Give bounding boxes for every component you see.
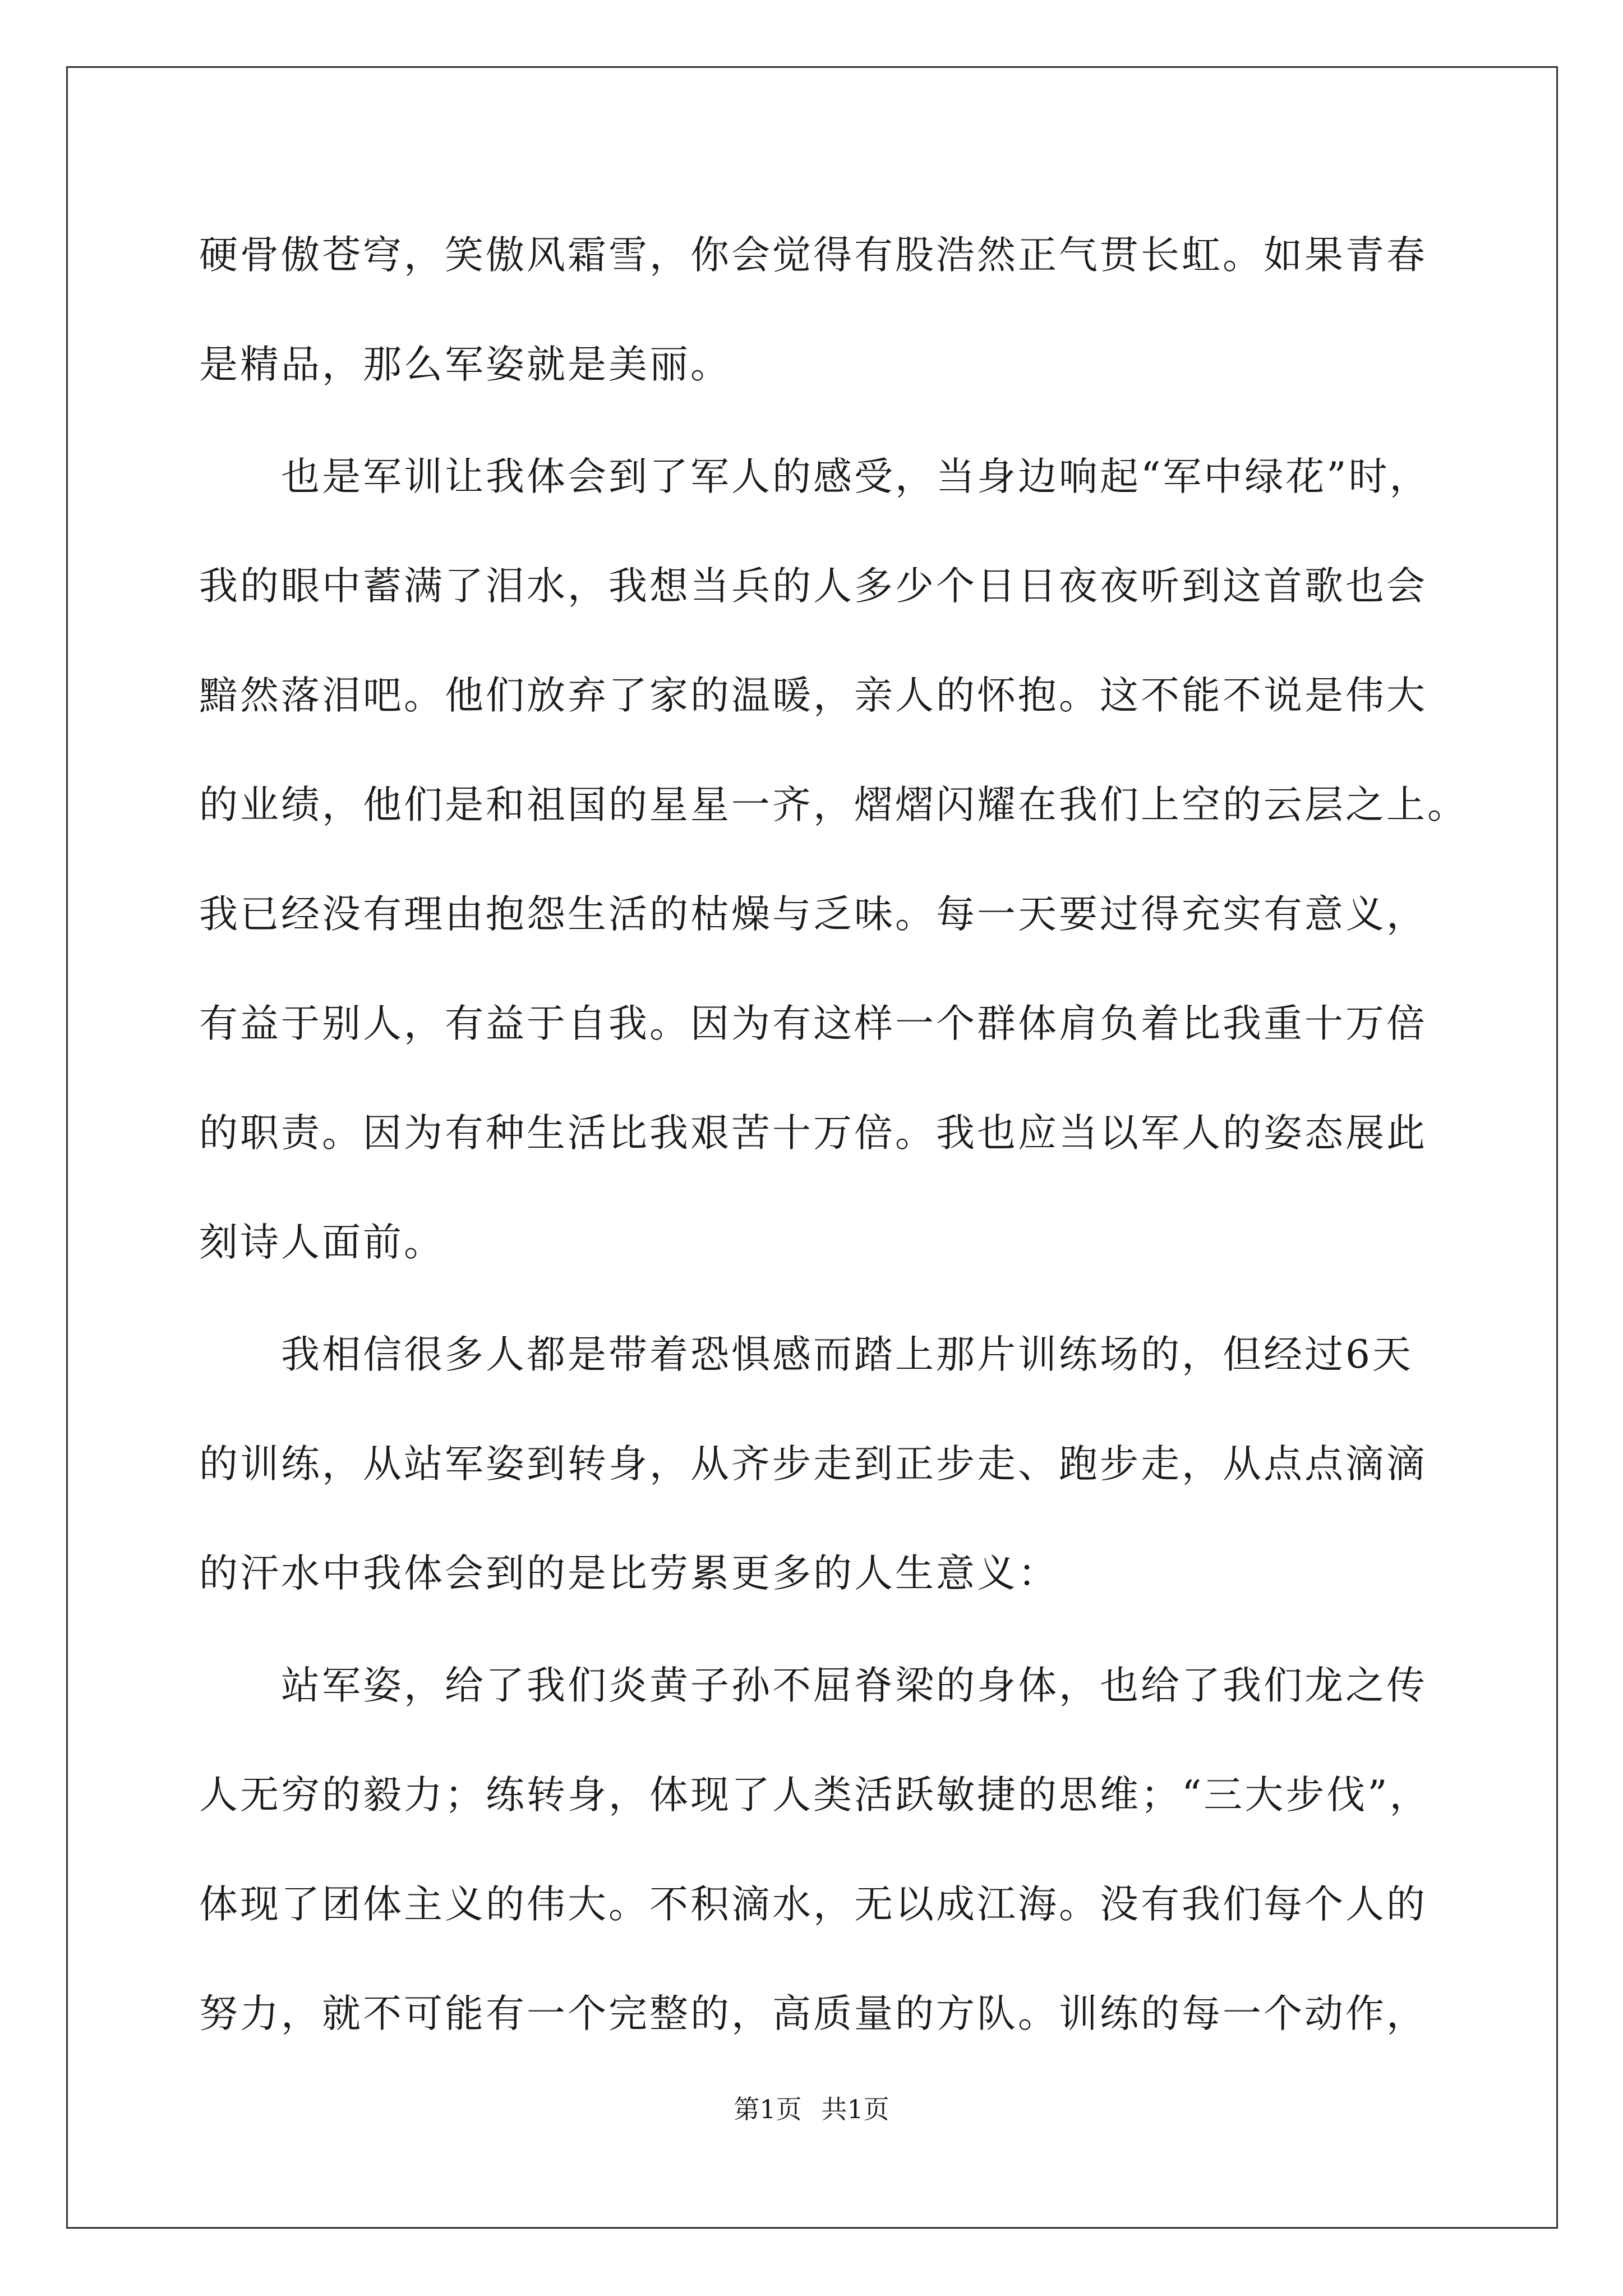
text-line: 我已经没有理由抱怨生活的枯燥与乏味。每一天要过得充实有意义， — [199, 892, 1427, 937]
text-line: 有益于别人，有益于自我。因为有这样一个群体肩负着比我重十万倍 — [199, 1001, 1427, 1046]
text-line: 人无穷的毅力；练转身，体现了人类活跃敏捷的思维；“三大步伐”， — [199, 1773, 1431, 1818]
text-line: 站军姿，给了我们炎黄子孙不屈脊梁的身体，也给了我们龙之传 — [199, 1663, 1427, 1708]
page-number-total: 共1页 — [821, 2094, 889, 2124]
page-footer — [0, 2092, 1623, 2126]
text-line: 的职责。因为有种生活比我艰苦十万倍。我也应当以军人的姿态展此 — [199, 1111, 1427, 1156]
text-line: 我相信很多人都是带着恐惧感而踏上那片训练场的，但经过6天 — [199, 1332, 1413, 1377]
text-line: 的训练，从站军姿到转身，从齐步走到正步走、跑步走，从点点滴滴 — [199, 1442, 1427, 1487]
text-line: 我的眼中蓄满了泪水，我想当兵的人多少个日日夜夜听到这首歌也会 — [199, 564, 1427, 609]
text-line: 黯然落泪吧。他们放弃了家的温暖，亲人的怀抱。这不能不说是伟大 — [199, 673, 1427, 718]
text-line: 的业绩，他们是和祖国的星星一齐，熠熠闪耀在我们上空的云层之上。 — [199, 783, 1468, 827]
text-line: 硬骨傲苍穹，笑傲风霜雪，你会觉得有股浩然正气贯长虹。如果青春 — [199, 233, 1427, 278]
page-number-current: 第1页 — [734, 2094, 802, 2124]
text-line: 的汗水中我体会到的是比劳累更多的人生意义： — [199, 1551, 1059, 1596]
text-line: 是精品，那么军姿就是美丽。 — [199, 342, 731, 387]
text-line: 努力，就不可能有一个完整的，高质量的方队。训练的每一个动作， — [199, 1991, 1427, 2036]
text-line: 也是军训让我体会到了军人的感受，当身边响起“军中绿花”时， — [199, 454, 1431, 499]
text-line: 刻诗人面前。 — [199, 1220, 445, 1265]
text-line: 体现了团体主义的伟大。不积滴水，无以成江海。没有我们每个人的 — [199, 1882, 1427, 1927]
